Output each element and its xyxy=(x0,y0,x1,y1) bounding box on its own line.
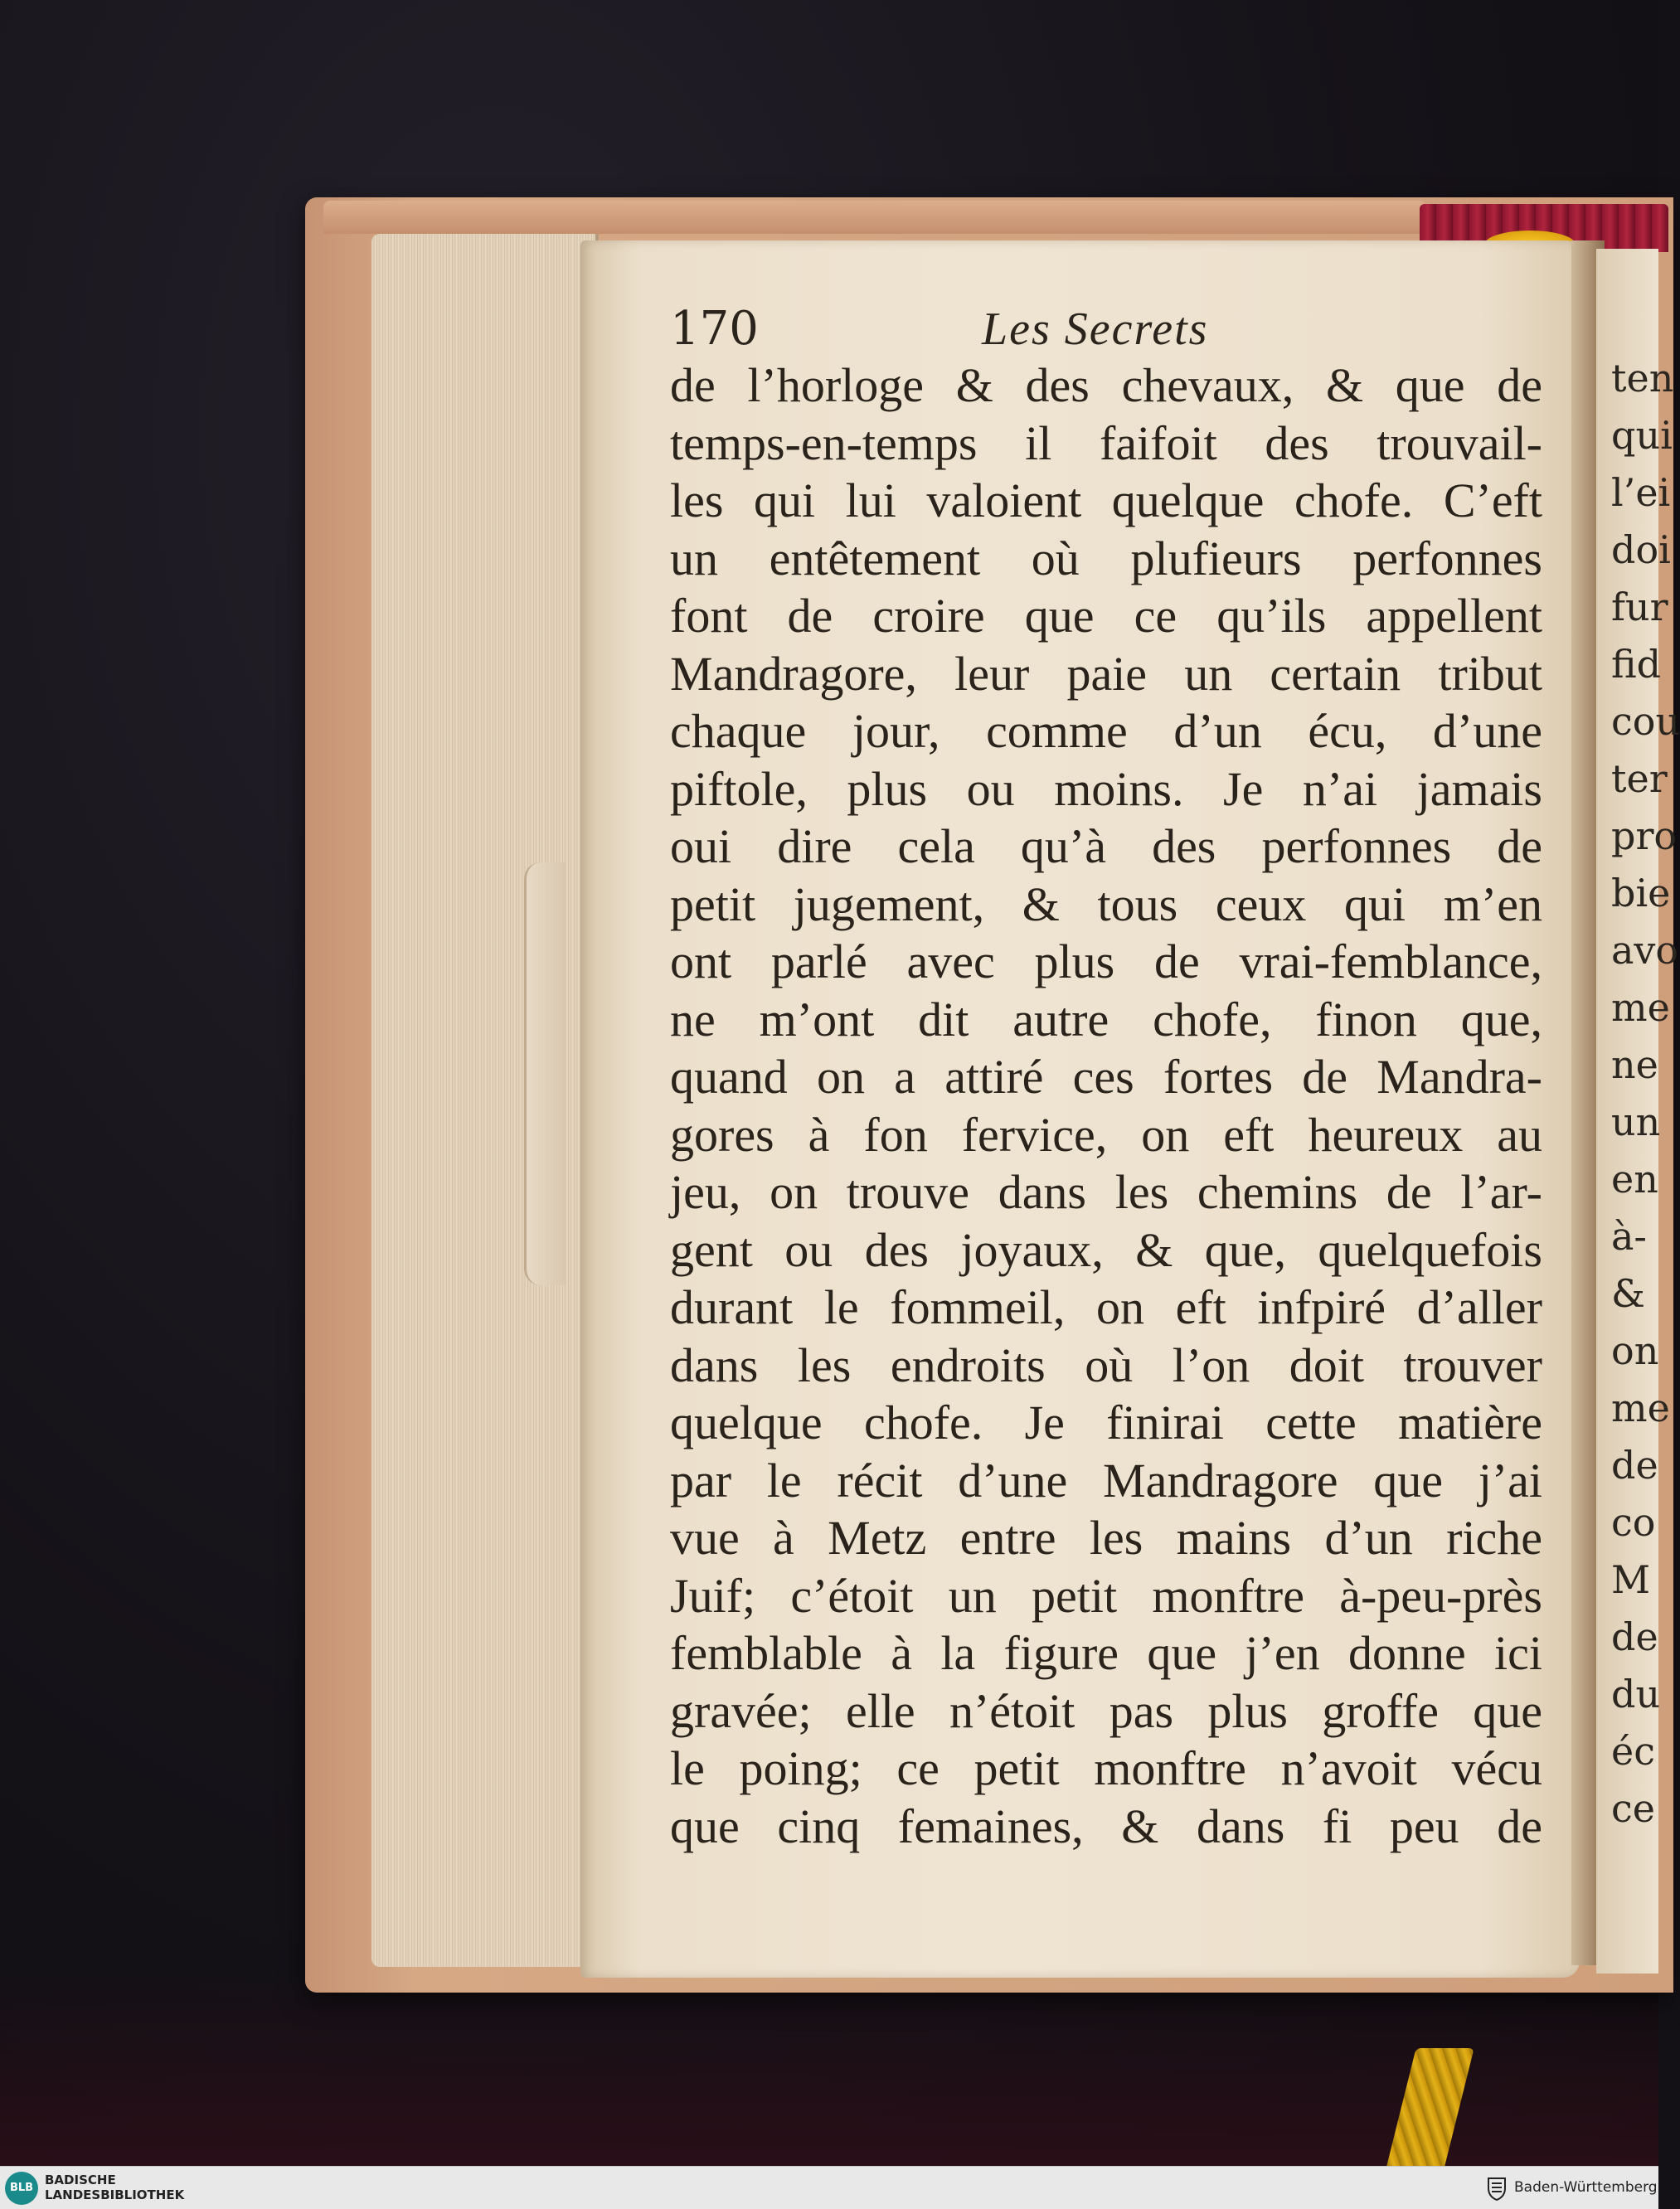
text-line: quand on a attiré ces fortes de Mandra- xyxy=(670,1050,1542,1104)
torn-page-edge xyxy=(524,862,566,1285)
text-line: jeu, on trouve dans les chemins de l’ar- xyxy=(670,1165,1542,1219)
text-line: chaque jour, comme d’un écu, d’une xyxy=(670,704,1542,758)
baden-wuerttemberg-emblem-icon xyxy=(1486,2175,1508,2202)
facing-page-fragment: éc xyxy=(1611,1729,1655,1774)
text-line: gent ou des joyaux, & que, quelquefois xyxy=(670,1222,1542,1277)
facing-page-fragment: de xyxy=(1611,1614,1658,1659)
book-cover-top-edge xyxy=(323,201,1426,234)
facing-page-fragment: avo xyxy=(1611,928,1679,973)
library-name-line1: BADISCHE xyxy=(45,2173,116,2187)
library-name xyxy=(45,2173,184,2202)
facing-page-fragment: fid xyxy=(1611,642,1662,687)
running-head xyxy=(670,300,1541,358)
facing-page-fragment: ne xyxy=(1611,1042,1658,1087)
text-line: Juif; c’étoit un petit monftre à-peu-près xyxy=(670,1568,1542,1623)
facing-page-fragment: pro xyxy=(1611,813,1678,858)
text-line: les qui lui valoient quelque chofe. C’eft xyxy=(670,473,1542,527)
text-line: un entêtement où plufieurs perfonnes xyxy=(670,531,1542,585)
facing-page-fragment: de xyxy=(1611,1443,1658,1488)
footer-bar xyxy=(0,2166,1658,2209)
facing-page-fragment: M xyxy=(1611,1557,1651,1602)
facing-page-fragment: & xyxy=(1611,1271,1645,1316)
facing-page-fragment: on xyxy=(1611,1328,1659,1373)
facing-page-fragment: ter xyxy=(1611,756,1668,801)
text-line: gores à fon fervice, on eft heureux au xyxy=(670,1107,1542,1162)
state-label: Baden-Württemberg xyxy=(1514,2179,1658,2196)
text-line: de l’horloge & des chevaux, & que de xyxy=(670,358,1542,412)
page-body-text xyxy=(670,357,1542,1855)
facing-page-fragment: en xyxy=(1611,1157,1658,1202)
text-line: gravée; elle n’étoit pas plus groffe que xyxy=(670,1683,1542,1738)
facing-page-fragment: l’ei xyxy=(1611,470,1671,515)
text-line: temps-en-temps il faifoit des trouvail- xyxy=(670,415,1542,470)
facing-page-fragment: cou xyxy=(1611,699,1680,744)
facing-page-fragment: ten xyxy=(1611,356,1674,401)
text-line: le poing; ce petit monftre n’avoit vécu xyxy=(670,1741,1542,1795)
facing-page-fragment: bie xyxy=(1611,871,1671,915)
facing-page-fragments xyxy=(1611,350,1680,1838)
text-line: font de croire que ce qu’ils appellent xyxy=(670,589,1542,643)
facing-page-fragment: un xyxy=(1611,1100,1661,1144)
text-line: Mandragore, leur paie un certain tribut xyxy=(670,646,1542,701)
facing-page-fragment: ce xyxy=(1611,1786,1655,1831)
facing-page-fragment: à- xyxy=(1611,1214,1647,1259)
text-line: ont parlé avec plus de vrai-femblance, xyxy=(670,935,1542,988)
library-name-line2: LANDESBIBLIOTHEK xyxy=(45,2187,185,2202)
facing-page-fragment: co xyxy=(1611,1500,1656,1545)
facing-page xyxy=(1596,249,1680,1974)
text-line: petit jugement, & tous ceux qui m’en xyxy=(670,876,1542,931)
page-number: 170 xyxy=(670,302,759,356)
blb-logo[interactable]: BLB xyxy=(5,2172,38,2205)
facing-page-fragment: du xyxy=(1611,1672,1661,1716)
facing-page-fragment: qui xyxy=(1611,413,1673,458)
facing-page-fragment: doi xyxy=(1611,527,1671,572)
facing-page-fragment: me xyxy=(1611,1386,1670,1430)
text-line: vue à Metz entre les mains d’un riche xyxy=(670,1511,1542,1565)
text-line: que cinq femaines, & dans fi peu de xyxy=(670,1799,1542,1853)
text-line: femblable à la figure que j’en donne ici xyxy=(670,1626,1542,1680)
running-title: Les Secrets xyxy=(982,303,1209,355)
text-line: ne m’ont dit autre chofe, finon que, xyxy=(670,992,1542,1046)
text-line: oui dire cela qu’à des perfonnes de xyxy=(670,819,1542,873)
text-line: piftole, plus ou moins. Je n’ai jamais xyxy=(670,761,1542,816)
text-line: quelque chofe. Je finirai cette matière xyxy=(670,1396,1542,1449)
facing-page-fragment: fur xyxy=(1611,585,1668,629)
text-line: durant le fommeil, on eft infpiré d’aller xyxy=(670,1280,1542,1334)
text-line: par le récit d’une Mandragore que j’ai xyxy=(670,1453,1542,1507)
facing-page-fragment: me xyxy=(1611,985,1670,1030)
text-line: dans les endroits où l’on doit trouver xyxy=(670,1338,1542,1392)
